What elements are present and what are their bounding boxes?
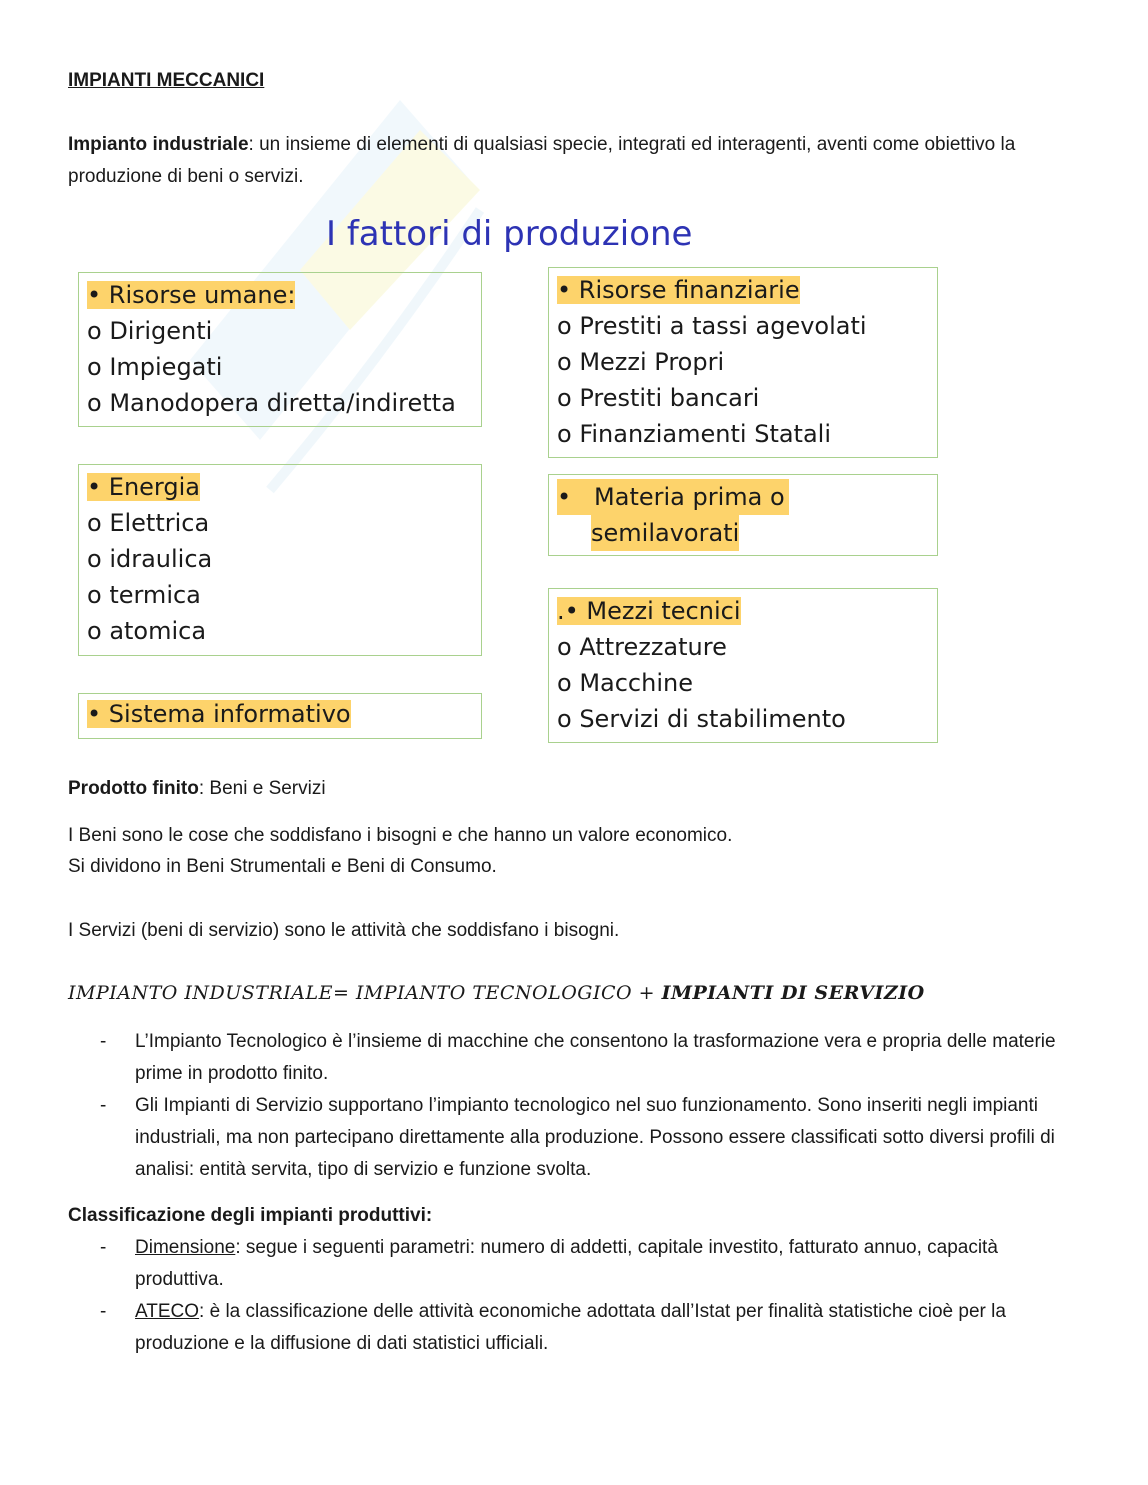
list-item: o atomica xyxy=(87,617,207,645)
formula-left: IMPIANTO INDUSTRIALE= IMPIANTO TECNOLOGICO + xyxy=(68,982,662,1004)
prodotto-text: : Beni e Servizi xyxy=(198,778,326,799)
classificazione-term: Dimensione xyxy=(135,1237,236,1258)
classificazione-term: ATECO xyxy=(135,1301,200,1322)
formula-right: IMPIANTI DI SERVIZIO xyxy=(661,982,925,1004)
bullet: • xyxy=(557,483,572,511)
box-title: Materia prima o xyxy=(594,483,785,511)
dash-bullet: - xyxy=(100,1031,107,1052)
classificazione-text: : è la classificazione delle attività economiche adottata dall’Istat per finalità statistiche cioè per la produzione e la diffusione di dati statistici ufficiali. xyxy=(135,1301,1006,1354)
definition-text: : un insieme di elementi di qualsiasi specie, integrati ed interagenti, aventi come obiettivo la produzione di beni o servizi. xyxy=(68,134,1016,187)
beni-line-2: Si dividono in Beni Strumentali e Beni di Consumo. xyxy=(68,856,497,877)
beni-line-1: I Beni sono le cose che soddisfano i bisogni e che hanno un valore economico. xyxy=(68,825,733,846)
list-item xyxy=(100,1232,1070,1296)
list-item: o Attrezzature xyxy=(557,633,727,661)
prodotto-term: Prodotto finito xyxy=(68,778,199,799)
classificazione-heading-text: Classificazione degli impianti produttivi: xyxy=(68,1205,433,1226)
box-mezzi-tecnici xyxy=(548,588,938,743)
classificazione-list xyxy=(100,1232,1070,1360)
box-title: • Risorse umane: xyxy=(87,281,296,309)
box-sistema-informativo xyxy=(78,693,482,739)
list-item: o Impiegati xyxy=(87,353,223,381)
list-item: o idraulica xyxy=(87,545,213,573)
list-item: o Dirigenti xyxy=(87,317,213,345)
impianti-list xyxy=(100,1026,1070,1186)
box-title: • Sistema informativo xyxy=(87,700,351,728)
list-item xyxy=(100,1296,1070,1360)
box-title: • Risorse finanziarie xyxy=(557,276,800,304)
box-materia-prima xyxy=(548,474,938,556)
classificazione-text: : segue i seguenti parametri: numero di addetti, capitale investito, fatturato annuo, capacità produttiva. xyxy=(135,1237,998,1290)
page-title: IMPIANTI MECCANICI xyxy=(68,70,265,91)
list-item: o Finanziamenti Statali xyxy=(557,420,832,448)
definition-paragraph xyxy=(68,129,1068,193)
list-item: o termica xyxy=(87,581,201,609)
prodotto-finito xyxy=(68,773,326,805)
list-item: o Manodopera diretta/indiretta xyxy=(87,389,456,417)
list-item: o Prestiti bancari xyxy=(557,384,760,412)
formula xyxy=(68,982,925,1004)
definition-term: Impianto industriale xyxy=(68,134,249,155)
list-item: o Mezzi Propri xyxy=(557,348,725,376)
list-item-text: L’Impianto Tecnologico è l’insieme di macchine che consentono la trasformazione vera e propria delle materie prime in prodotto finito. xyxy=(135,1031,1056,1084)
list-item xyxy=(100,1090,1070,1186)
dash-bullet: - xyxy=(100,1095,107,1116)
list-item-text: Gli Impianti di Servizio supportano l’impianto tecnologico nel suo funzionamento. Sono inseriti negli impianti industriali, ma non partecipano direttamente alla produzione. Possono essere classificati sotto diversi profili di analisi: entità servita, tipo di servizio e funzione svolta. xyxy=(135,1095,1055,1180)
list-item: o Elettrica xyxy=(87,509,210,537)
list-item: o Macchine xyxy=(557,669,693,697)
box-title: .• Mezzi tecnici xyxy=(557,597,741,625)
box-risorse-finanziarie xyxy=(548,267,938,458)
classificazione-heading xyxy=(68,1200,432,1232)
servizi-line: I Servizi (beni di servizio) sono le attività che soddisfano i bisogni. xyxy=(68,920,620,941)
box-energia xyxy=(78,464,482,656)
figure-title: I fattori di produzione xyxy=(326,214,693,254)
list-item: o Prestiti a tassi agevolati xyxy=(557,312,867,340)
box-title: • Energia xyxy=(87,473,200,501)
dash-bullet: - xyxy=(100,1301,107,1322)
box-risorse-umane xyxy=(78,272,482,427)
list-item: o Servizi di stabilimento xyxy=(557,705,846,733)
box-title-continued: semilavorati xyxy=(591,515,739,551)
list-item xyxy=(100,1026,1070,1090)
dash-bullet: - xyxy=(100,1237,107,1258)
